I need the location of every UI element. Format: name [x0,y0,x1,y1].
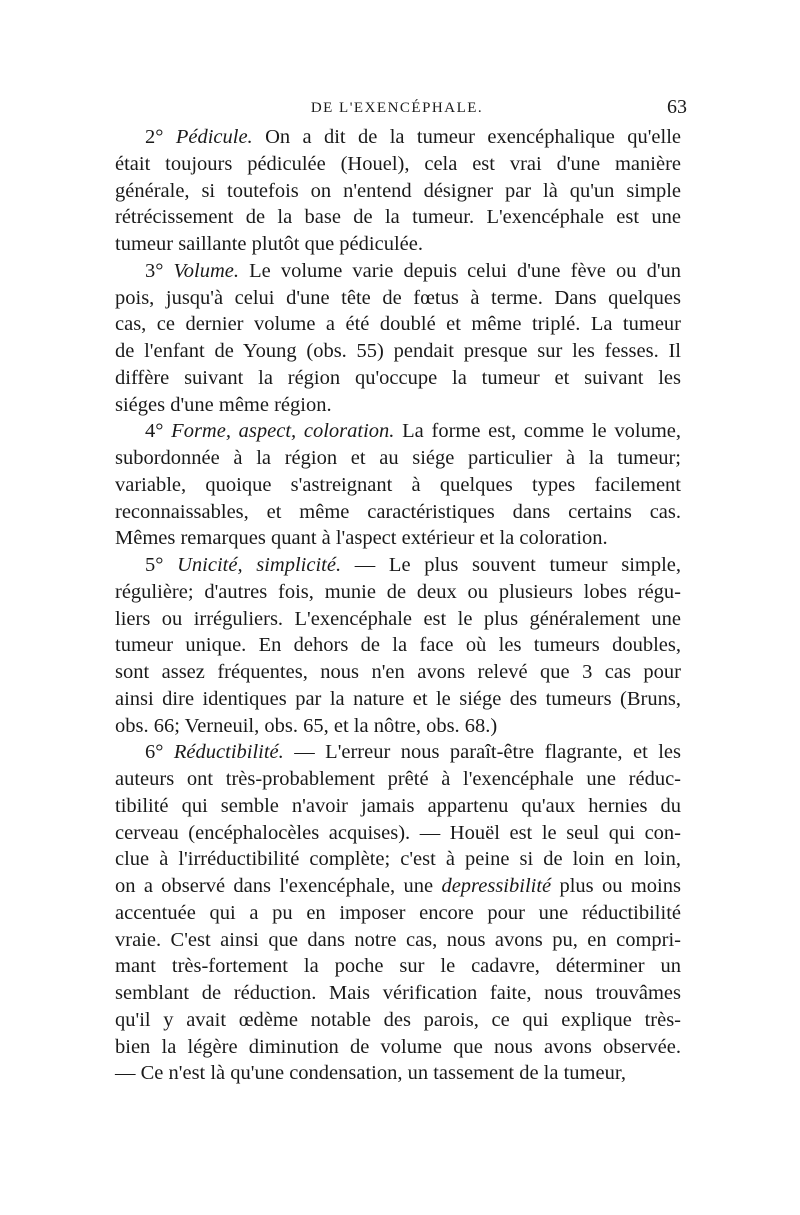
italic-term: Pédicule. [175,126,253,148]
text-line: auteurs ont très-probablement prêté à l'exencéphale une réduc- [115,768,681,790]
page-number: 63 [667,96,687,118]
line-suffix: On a dit de la tumeur exencéphalique qu'elle [252,126,682,148]
line-prefix: 2° [145,126,176,148]
text-line: pois, jusqu'à celui d'une tête de fœtus à terme. Dans quelques [115,286,681,309]
text-line: ainsi dire identiques par la nature et le siége des tumeurs (Bruns, [115,687,681,710]
text-line: liers ou irréguliers. L'exencéphale est le plus généralement une [115,607,681,630]
paragraph [115,739,681,1087]
body-text [115,124,681,1087]
italic-term: Unicité, simplicité. [177,554,342,576]
text-line: tibilité qui semble n'avoir jamais appartenu qu'aux hernies du [115,794,681,817]
line-suffix: — Le plus souvent tumeur simple, [341,554,682,576]
text-line: rétrécissement de la base de la tumeur. L'exencéphale est une [115,206,681,229]
text-line: bien la légère diminution de volume que nous avons observée. [115,1035,681,1058]
running-head [113,92,687,120]
text-line: tumeur saillante plutôt que pédiculée. [115,233,423,255]
text-line: reconnaissables, et même caractéristiques dans certains cas. [115,500,681,523]
italic-term: depressibilité [441,875,552,897]
text-line: siéges d'une même région. [115,393,332,416]
text-line: Mêmes remarques quant à l'aspect extérieur et la coloration. [115,527,608,550]
text-line: cerveau (encéphalocèles acquises). — Houël est le seul qui con- [115,821,681,844]
text-line: tumeur unique. En dehors de la face où les tumeurs doubles, [115,634,681,657]
text-line [115,258,681,285]
text-line: diffère suivant la région qu'occupe la tumeur et suivant les [115,366,681,389]
text-line: clue à l'irréductibilité complète; c'est à peine si de loin en loin, [115,848,681,871]
italic-term: Forme, aspect, coloration. [171,420,395,443]
text-line: cas, ce dernier volume a été doublé et même triplé. La tumeur [115,313,681,336]
text-line [115,418,681,445]
text-line: — Ce n'est là qu'une condensation, un tassement de la tumeur, [115,1062,626,1085]
paragraph [115,124,681,258]
text-line: semblant de réduction. Mais vérification faite, nous trouvâmes [115,982,681,1004]
line-prefix: 5° [145,554,178,576]
italic-term: Réductibilité. [173,741,284,764]
paragraph [115,258,681,419]
line-suffix: Le volume varie depuis celui d'une fève ou d'un [239,259,682,282]
text-line: mant très-fortement la poche sur le cadavre, déterminer un [115,955,681,978]
line-suffix: plus ou moins [551,875,681,897]
line-prefix: on a observé dans l'exencéphale, une [115,875,442,897]
line-prefix: 6° [145,741,174,764]
text-line: régulière; d'autres fois, munie de deux ou plusieurs lobes régu- [115,580,681,603]
text-line: qu'il y avait œdème notable des parois, ce qui explique très- [115,1008,681,1031]
text-line: vraie. C'est ainsi que dans notre cas, nous avons pu, en compri- [115,928,681,951]
text-line: variable, quoique s'astreignant à quelques types facilement [115,473,681,496]
line-suffix: La forme est, comme le volume, [394,420,681,443]
text-line: de l'enfant de Young (obs. 55) pendait presque sur les fesses. Il [115,340,681,362]
text-line: sont assez fréquentes, nous n'en avons relevé que 3 cas pour [115,661,681,683]
line-prefix: 3° [145,259,174,282]
text-line: accentuée qui a pu en imposer encore pour une réductibilité [115,901,681,924]
text-line: était toujours pédiculée (Houel), cela est vrai d'une manière [115,152,681,175]
paragraph [115,418,681,552]
running-title: DE L'EXENCÉPHALE. [310,100,484,116]
line-suffix: — L'erreur nous paraît-être flagrante, et les [283,741,682,764]
text-line: générale, si toutefois on n'entend désigner par là qu'un simple [115,179,681,202]
text-line: subordonnée à la région et au siége particulier à la tumeur; [115,447,681,469]
text-line: obs. 66; Verneuil, obs. 65, et la nôtre, obs. 68.) [115,714,498,737]
italic-term: Volume. [173,259,240,282]
text-line [115,124,681,151]
text-line [115,552,681,579]
text-line [115,873,681,900]
text-line [115,739,681,766]
line-prefix: 4° [145,420,172,443]
paragraph [115,552,681,739]
